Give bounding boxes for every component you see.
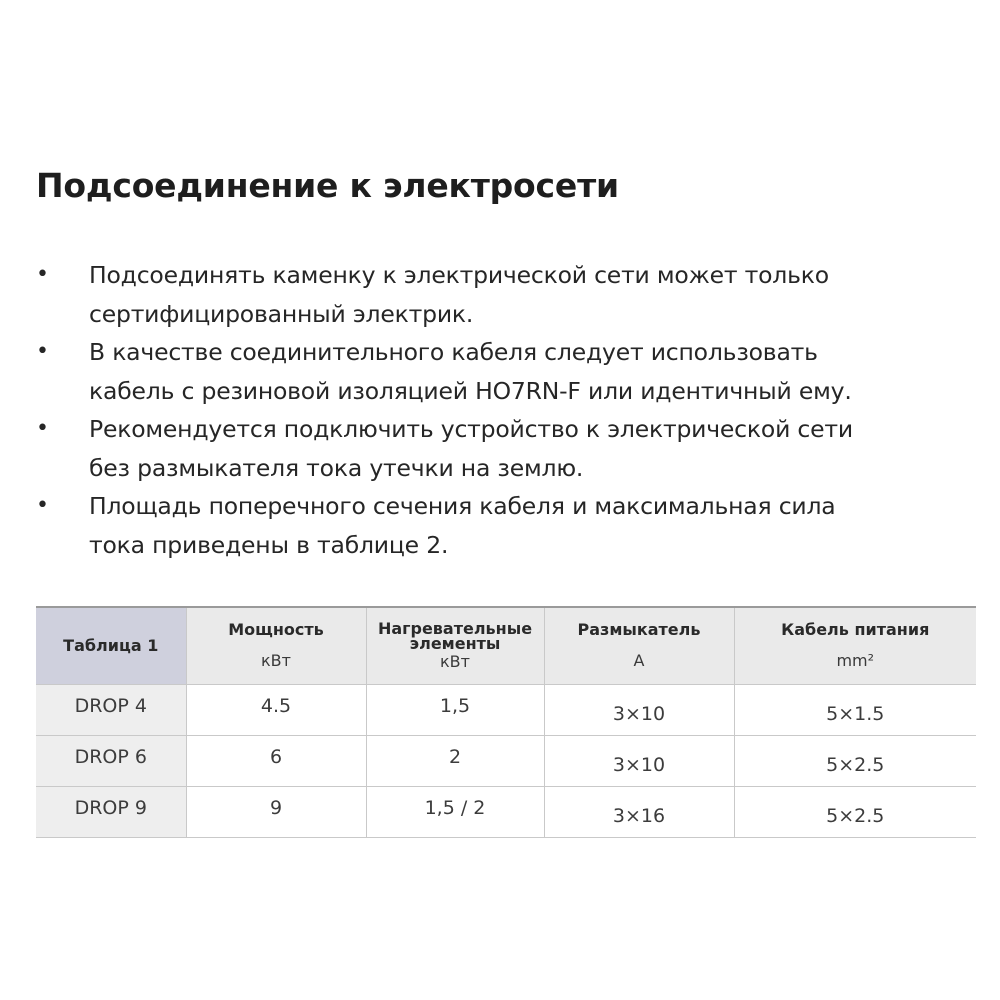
bullet-marker: • (36, 339, 49, 364)
column-unit: кВт (440, 652, 470, 671)
cell-elements: 1,5 / 2 (366, 787, 544, 838)
table-row (36, 685, 976, 736)
table-row (36, 787, 976, 838)
bullet-line: Рекомендуется подключить устройство к электрической сети (89, 415, 853, 443)
cell-cable: 5×2.5 (734, 736, 976, 787)
cell-power: 6 (186, 736, 366, 787)
bullet-line: тока приведены в таблице 2. (89, 530, 449, 559)
bullet-line: Площадь поперечного сечения кабеля и максимальная сила (89, 492, 836, 520)
column-header-cable (734, 607, 976, 685)
bullet-line: кабель с резиновой изоляцией HO7RN-F или идентичный ему. (89, 376, 852, 405)
column-header-power (186, 607, 366, 685)
bullet-item (36, 487, 976, 564)
column-label: Мощность (228, 620, 324, 639)
bullet-line: В качестве соединительного кабеля следует использовать (89, 338, 818, 366)
column-label-line2: элементы (409, 634, 501, 653)
page-title: Подсоединение к электросети (36, 166, 619, 205)
cell-breaker: 3×10 (544, 685, 734, 736)
table-caption: Таблица 1 (63, 636, 159, 655)
cell-power: 4.5 (186, 685, 366, 736)
cell-breaker: 3×16 (544, 787, 734, 838)
column-unit: A (633, 651, 645, 670)
bullet-marker: • (36, 262, 49, 287)
column-header-breaker (544, 607, 734, 685)
cell-model: DROP 6 (36, 736, 186, 787)
bullet-line: без размыкателя тока утечки на землю. (89, 453, 584, 482)
bullet-line: Подсоединять каменку к электрической сети может только (89, 261, 829, 289)
bullet-list (36, 256, 976, 564)
cell-model: DROP 9 (36, 787, 186, 838)
spec-table (36, 606, 976, 838)
bullet-item (36, 410, 976, 487)
table-header-row (36, 607, 976, 685)
cell-breaker: 3×10 (544, 736, 734, 787)
bullet-item (36, 256, 976, 333)
bullet-marker: • (36, 416, 49, 441)
column-unit: mm² (836, 651, 875, 670)
cell-model: DROP 4 (36, 685, 186, 736)
cell-elements: 2 (366, 736, 544, 787)
table-caption-cell (36, 607, 186, 685)
cell-power: 9 (186, 787, 366, 838)
bullet-item (36, 333, 976, 410)
cell-elements: 1,5 (366, 685, 544, 736)
column-label: Кабель питания (781, 620, 930, 639)
cell-cable: 5×2.5 (734, 787, 976, 838)
bullet-marker: • (36, 493, 49, 518)
column-header-elements (366, 607, 544, 685)
table-row (36, 736, 976, 787)
cell-cable: 5×1.5 (734, 685, 976, 736)
column-label-line1: Нагревательные (377, 619, 533, 638)
column-unit: кВт (261, 651, 291, 670)
bullet-line: сертифицированный электрик. (89, 299, 474, 328)
column-label: Размыкатель (577, 620, 701, 639)
